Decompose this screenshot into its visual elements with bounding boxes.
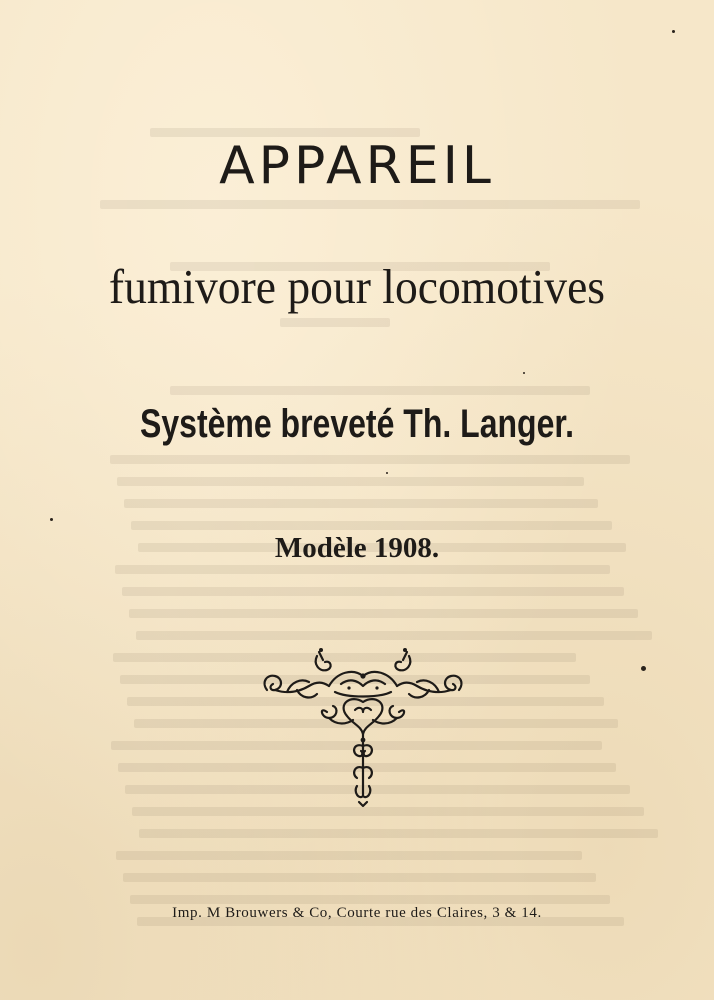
model-year-line: Modèle 1908. (274, 532, 440, 564)
ink-speck (523, 372, 525, 374)
bleed-through-line (100, 200, 640, 209)
bleed-through-line (129, 609, 638, 618)
page-subtitle: fumivore pour locomotives (108, 259, 606, 314)
bleed-through-line (139, 829, 658, 838)
bleed-through-line (132, 807, 644, 816)
bleed-through-line (117, 477, 584, 486)
bleed-through-line (123, 873, 596, 882)
page-title: APPAREIL (219, 136, 495, 196)
bleed-through-line (124, 499, 598, 508)
bleed-through-line (131, 521, 612, 530)
ink-speck (672, 30, 675, 33)
ink-speck (641, 666, 646, 671)
bleed-through-line (130, 895, 610, 904)
bleed-through-line (136, 631, 652, 640)
printer-imprint: Imp. M Brouwers & Co, Courte rue des Claires, 3 & 14. (172, 905, 542, 921)
bleed-through-line (110, 455, 630, 464)
bleed-through-line (116, 851, 582, 860)
bleed-through-line (170, 386, 590, 395)
bleed-through-line (280, 318, 390, 327)
floral-ornament-icon (257, 646, 469, 808)
ink-speck (50, 518, 53, 521)
ink-speck (386, 472, 388, 474)
patent-system-line: Système breveté Th. Langer. (140, 402, 574, 446)
bleed-through-line (122, 587, 624, 596)
bleed-through-line (115, 565, 610, 574)
